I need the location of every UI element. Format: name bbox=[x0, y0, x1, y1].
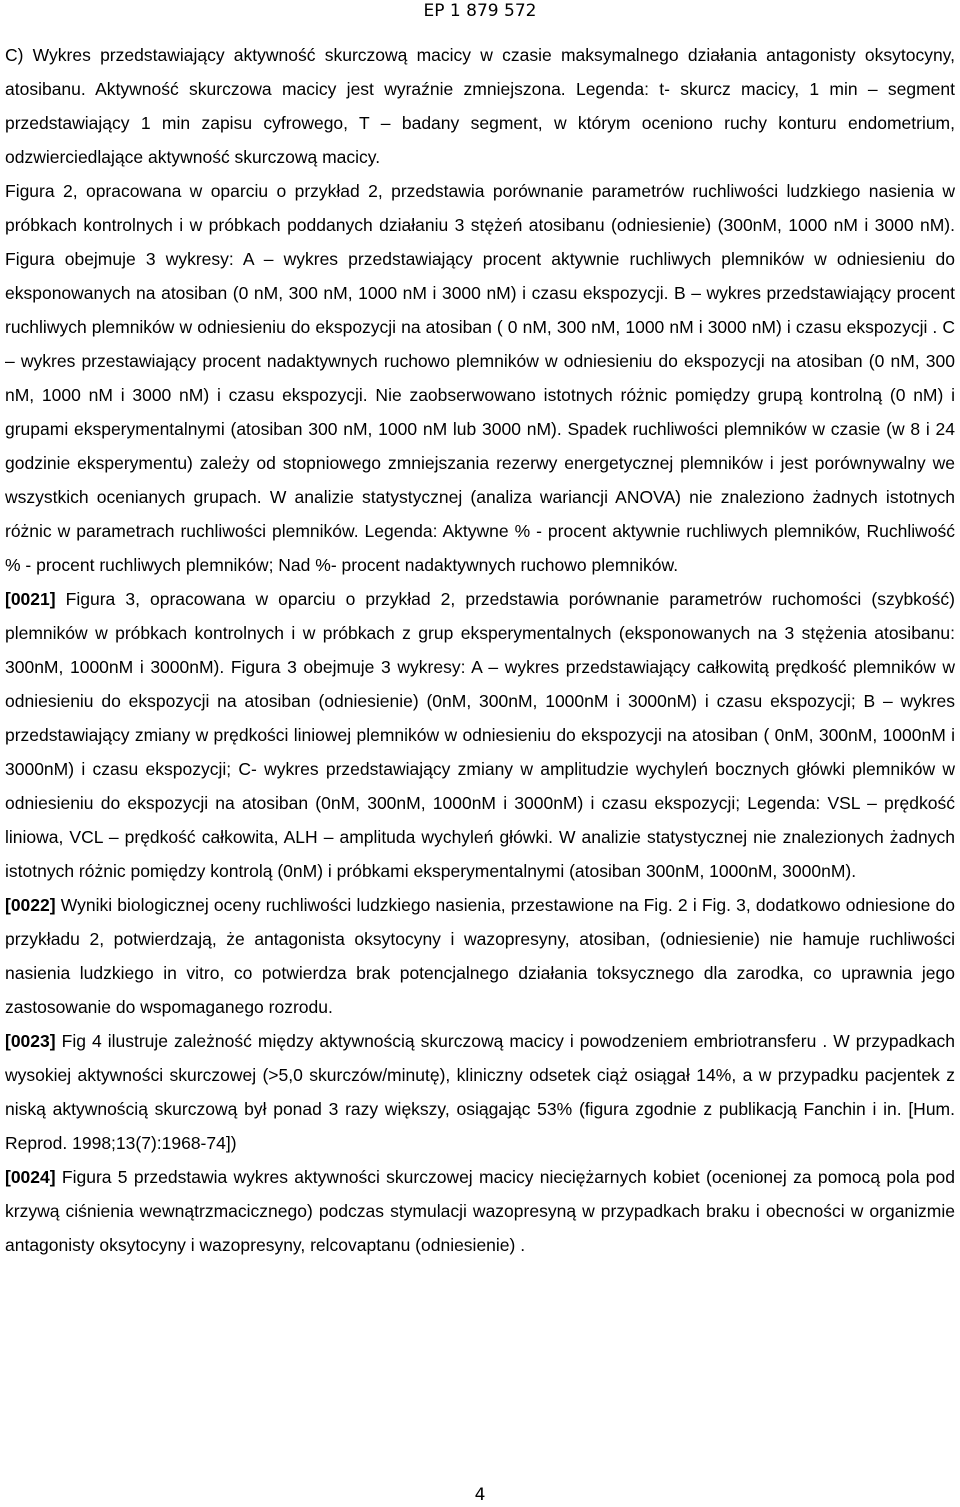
paragraph-text: Figura 3, opracowana w oparciu o przykład 2, przedstawia porównanie parametrów ruchomości (szybkość) plemników w próbkach kontrolnych i w próbkach z grup eksperymentalnych (eksponowanych na 3 stężenia atosibanu: 300nM, 1000nM i 3000nM). Figura 3 obejmuje 3 wykresy: A – wykres przedstawiający całkowitą prędkość plemników w odniesieniu do ekspozycji na atosiban (odniesienie) (0nM, 300nM, 1000nM i 3000nM) i czasu ekspozycji; B – wykres przedstawiający zmiany w prędkości liniowej plemników w odniesieniu do ekspozycji na atosiban ( 0nM, 300nM, 1000nM i 3000nM) i czasu ekspozycji; C- wykres przedstawiający zmiany w amplitudzie wychyleń bocznych główki plemników w odniesieniu do ekspozycji na atosiban (0nM, 300nM, 1000nM i 3000nM) i czasu ekspozycji; Legenda: VSL – prędkość liniowa, VCL – prędkość całkowita, ALH – amplituda wychyleń główki. W analizie statystycznej nie znalezionych żadnych istotnych różnic pomiędzy kontrolą (0nM) i próbkami eksperymentalnymi (atosiban 300nM, 1000nM, 3000nM). bbox=[5, 589, 955, 881]
paragraph-text: C) Wykres przedstawiający aktywność skurczową macicy w czasie maksymalnego działania antagonisty oksytocyny, atosibanu. Aktywność skurczowa macicy jest wyraźnie zmniejszona. Legenda: t- skurcz macicy, 1 min – segment przedstawiający 1 min zapisu cyfrowego, T – badany segment, w którym oceniono ruchy konturu endometrium, odzwierciedlające aktywność skurczową macicy. bbox=[5, 45, 955, 167]
page-number: 4 bbox=[474, 1485, 486, 1505]
paragraph-0022 bbox=[5, 888, 955, 1024]
paragraph-number: [0021] bbox=[5, 589, 56, 609]
paragraph-figure-1c bbox=[5, 38, 955, 174]
patent-number-header: EP 1 879 572 bbox=[423, 1, 537, 21]
document-body bbox=[5, 38, 955, 1262]
paragraph-number: [0024] bbox=[5, 1167, 56, 1187]
paragraph-text: Wyniki biologicznej oceny ruchliwości ludzkiego nasienia, przestawione na Fig. 2 i Fig. 3, dodatkowo odniesione do przykładu 2, potwierdzają, że antagonista oksytocyny i wazopresyny, atosiban, (odniesienie) nie hamuje ruchliwości nasienia ludzkiego in vitro, co potwierdza brak potencjalnego działania toksycznego dla zarodka, co uprawnia jego zastosowanie do wspomaganego rozrodu. bbox=[5, 895, 955, 1017]
paragraph-text: Figura 5 przedstawia wykres aktywności skurczowej macicy nieciężarnych kobiet (ocenionej za pomocą pola pod krzywą ciśnienia wewnątrzmacicznego) podczas stymulacji wazopresyną w przypadkach braku i obecności w organizmie antagonisty oksytocyny i wazopresyny, relcovaptanu (odniesienie) . bbox=[5, 1167, 955, 1255]
paragraph-figure-2 bbox=[5, 174, 955, 582]
paragraph-text: Fig 4 ilustruje zależność między aktywnością skurczową macicy i powodzeniem embriotransferu . W przypadkach wysokiej aktywności skurczowej (>5,0 skurczów/minutę), kliniczny odsetek ciąż osiągał 14%, a w przypadku pacjentek z niską aktywnością skurczową był ponad 3 razy większy, osiągając 53% (figura zgodnie z publikacją Fanchin i in. [Hum. Reprod. 1998;13(7):1968-74]) bbox=[5, 1031, 955, 1153]
paragraph-0024 bbox=[5, 1160, 955, 1262]
paragraph-text: Figura 2, opracowana w oparciu o przykład 2, przedstawia porównanie parametrów ruchliwości ludzkiego nasienia w próbkach kontrolnych i w próbkach poddanych działaniu 3 stężeń atosibanu (odniesienie) (300nM, 1000 nM i 3000 nM). Figura obejmuje 3 wykresy: A – wykres przedstawiający procent aktywnie ruchliwych plemników w odniesieniu do eksponowanych na atosiban (0 nM, 300 nM, 1000 nM i 3000 nM) i czasu ekspozycji. B – wykres przedstawiający procent ruchliwych plemników w odniesieniu do ekspozycji na atosiban ( 0 nM, 300 nM, 1000 nM i 3000 nM) i czasu ekspozycji . C – wykres przestawiający procent nadaktywnych ruchowo plemników w odniesieniu do ekspozycji na atosiban (0 nM, 300 nM, 1000 nM i 3000 nM) i czasu ekspozycji. Nie zaobserwowano istotnych różnic pomiędzy grupą kontrolną (0 nM) i grupami eksperymentalnymi (atosiban 300 nM, 1000 nM lub 3000 nM). Spadek ruchliwości plemników w czasie (w 8 i 24 godzinie eksperymentu) zależy od stopniowego zmniejszania rezerwy energetycznej plemników i jest porównywalny we wszystkich ocenianych grupach. W analizie statystycznej (analiza wariancji ANOVA) nie znaleziono żadnych istotnych różnic w parametrach ruchliwości plemników. Legenda: Aktywne % - procent aktywnie ruchliwych plemników, Ruchliwość % - procent ruchliwych plemników; Nad %- procent nadaktywnych ruchowo plemników. bbox=[5, 181, 955, 575]
paragraph-number: [0023] bbox=[5, 1031, 56, 1051]
paragraph-0021 bbox=[5, 582, 955, 888]
paragraph-0023 bbox=[5, 1024, 955, 1160]
paragraph-number: [0022] bbox=[5, 895, 56, 915]
